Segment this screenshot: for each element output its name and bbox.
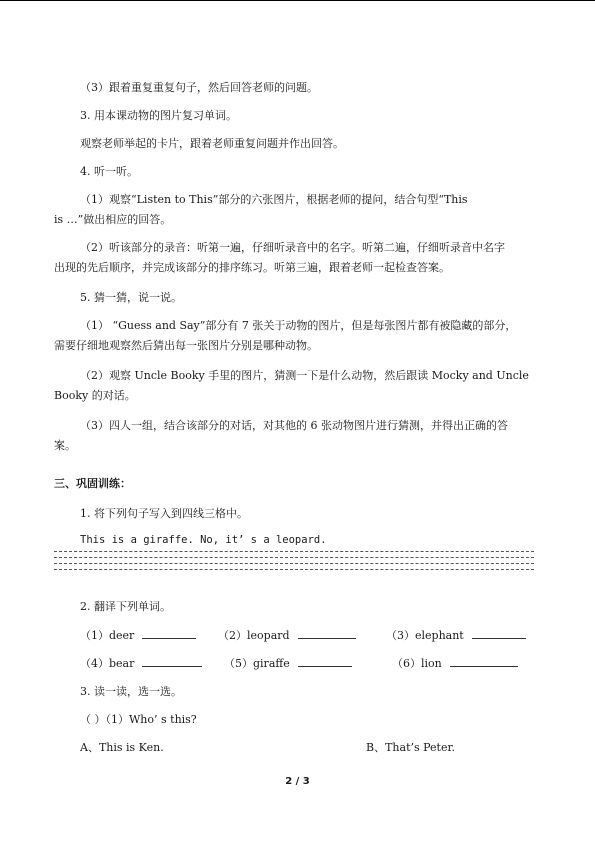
exercise-3-prompt: 3. 读一读，选一选。	[80, 685, 182, 698]
exercise-2-prompt: 2. 翻译下列单词。	[80, 600, 171, 613]
word-label: （3）elephant	[386, 629, 464, 642]
page-number: 2 / 3	[285, 776, 310, 787]
grid-line	[54, 557, 534, 558]
step-4-1-line1: （1）观察“Listen to This”部分的六张图片，根据老师的提问，结合句型“This	[80, 193, 468, 206]
answer-blank[interactable]	[450, 657, 518, 667]
answer-blank[interactable]	[472, 629, 526, 639]
step-4-2-line1: （2）听该部分的录音：听第一遍，仔细听录音中的名字。听第二遍，仔细听录音中名字	[80, 241, 505, 254]
step-4-1-line2: is …”做出相应的回答。	[54, 213, 172, 226]
exercise-3-question: （ ）（1）Who’ s this?	[80, 713, 197, 726]
step-4-heading: 4. 听一听。	[80, 165, 138, 178]
word-label: （6）lion	[392, 657, 442, 670]
step-3-desc: 观察老师举起的卡片，跟着老师重复问题并作出回答。	[80, 137, 344, 150]
word-label: （2）leopard	[218, 629, 290, 642]
step-5-2-line1: （2）观察 Uncle Booky 手里的图片，猜测一下是什么动物，然后跟读 Mocky and Uncle	[80, 369, 529, 382]
option-b: B、That’s Peter.	[366, 741, 456, 754]
page-top-rule	[0, 0, 595, 1]
step-4-2-line2: 出现的先后顺序，并完成该部分的排序练习。听第三遍，跟着老师一起检查答案。	[54, 261, 450, 274]
option-a: A、This is Ken.	[80, 741, 164, 754]
step-5-2-line2: Booky 的对话。	[54, 389, 136, 402]
answer-blank[interactable]	[298, 657, 352, 667]
answer-blank[interactable]	[142, 657, 202, 667]
word-item	[392, 656, 518, 671]
grid-line	[54, 569, 534, 570]
word-label: （4）bear	[80, 657, 135, 670]
grid-line	[54, 551, 534, 552]
step-3-heading: 3. 用本课动物的图片复习单词。	[80, 109, 237, 122]
word-item	[218, 628, 356, 643]
step-5-heading: 5. 猜一猜，说一说。	[80, 291, 182, 304]
word-item	[386, 628, 526, 643]
word-item	[80, 628, 196, 643]
grid-line	[54, 563, 534, 564]
answer-blank[interactable]	[142, 629, 196, 639]
answer-blank[interactable]	[298, 629, 356, 639]
exercise-1-prompt: 1. 将下列句子写入到四线三格中。	[80, 507, 248, 520]
step-5-3-line2: 案。	[54, 439, 76, 452]
four-line-grid	[54, 551, 534, 575]
step-5-1-line1: （1） “Guess and Say”部分有 7 张关于动物的图片，但是每张图片都有被隐藏的部分，	[80, 319, 517, 332]
word-item	[80, 656, 202, 671]
word-label: （1）deer	[80, 629, 135, 642]
section-3-heading: 三、巩固训练：	[54, 477, 131, 490]
word-item	[224, 656, 352, 671]
step-5-1-line2: 需要仔细地观察然后猜出每一张图片分别是哪种动物。	[54, 339, 318, 352]
exercise-1-sentence: This is a giraffe. No, it’ s a leopard.	[80, 534, 327, 546]
step-3-3: （3）跟着重复重复句子，然后回答老师的问题。	[80, 81, 318, 94]
word-label: （5）giraffe	[224, 657, 290, 670]
step-5-3-line1: （3）四人一组，结合该部分的对话，对其他的 6 张动物图片进行猜测，并得出正确的答	[80, 419, 508, 432]
